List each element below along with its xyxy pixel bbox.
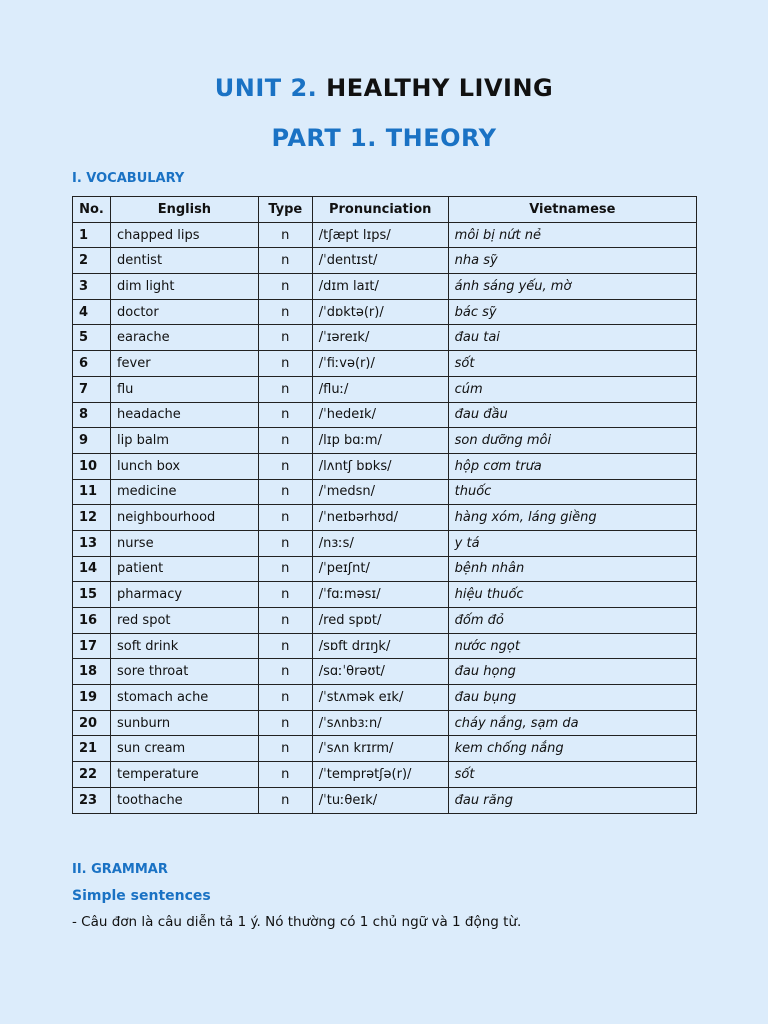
unit-name: HEALTHY LIVING xyxy=(326,74,554,102)
word-type: n xyxy=(258,633,312,659)
vietnamese-meaning: bác sỹ xyxy=(448,299,696,325)
row-number: 20 xyxy=(73,710,111,736)
vietnamese-meaning: sốt xyxy=(448,351,696,377)
english-word: fever xyxy=(110,351,258,377)
part-title: PART 1. THEORY xyxy=(271,124,497,152)
vietnamese-meaning: đau họng xyxy=(448,659,696,685)
vietnamese-meaning: hàng xóm, láng giềng xyxy=(448,505,696,531)
vietnamese-meaning: cháy nắng, sạm da xyxy=(448,710,696,736)
word-type: n xyxy=(258,402,312,428)
table-row xyxy=(73,556,697,582)
table-row xyxy=(73,736,697,762)
grammar-text: - Câu đơn là câu diễn tả 1 ý. Nó thường có 1 chủ ngữ và 1 động từ. xyxy=(72,914,522,930)
word-type: n xyxy=(258,248,312,274)
english-word: flu xyxy=(110,376,258,402)
row-number: 19 xyxy=(73,685,111,711)
unit-prefix: UNIT 2. xyxy=(214,74,318,102)
row-number: 9 xyxy=(73,428,111,454)
word-type: n xyxy=(258,685,312,711)
english-word: headache xyxy=(110,402,258,428)
table-row xyxy=(73,505,697,531)
pronunciation: /ˈfiːvə(r)/ xyxy=(312,351,448,377)
row-number: 7 xyxy=(73,376,111,402)
pronunciation: /lɪp bɑːm/ xyxy=(312,428,448,454)
english-word: stomach ache xyxy=(110,685,258,711)
word-type: n xyxy=(258,376,312,402)
table-row xyxy=(73,325,697,351)
table-row xyxy=(73,608,697,634)
vietnamese-meaning: son dưỡng môi xyxy=(448,428,696,454)
table-row xyxy=(73,787,697,813)
vietnamese-meaning: đốm đỏ xyxy=(448,608,696,634)
vietnamese-meaning: môi bị nứt nẻ xyxy=(448,222,696,248)
english-word: doctor xyxy=(110,299,258,325)
word-type: n xyxy=(258,453,312,479)
table-row xyxy=(73,248,697,274)
row-number: 21 xyxy=(73,736,111,762)
word-type: n xyxy=(258,222,312,248)
row-number: 14 xyxy=(73,556,111,582)
pronunciation: /ˈneɪbərhʊd/ xyxy=(312,505,448,531)
word-type: n xyxy=(258,736,312,762)
table-row xyxy=(73,762,697,788)
row-number: 13 xyxy=(73,530,111,556)
pronunciation: /ˈtuːθeɪk/ xyxy=(312,787,448,813)
table-row xyxy=(73,479,697,505)
table-row xyxy=(73,659,697,685)
vietnamese-meaning: hiệu thuốc xyxy=(448,582,696,608)
table-row xyxy=(73,428,697,454)
table-row xyxy=(73,710,697,736)
english-word: patient xyxy=(110,556,258,582)
word-type: n xyxy=(258,762,312,788)
vietnamese-meaning: y tá xyxy=(448,530,696,556)
vietnamese-meaning: nước ngọt xyxy=(448,633,696,659)
pronunciation: /ˈdɒktə(r)/ xyxy=(312,299,448,325)
pronunciation: /lʌntʃ bɒks/ xyxy=(312,453,448,479)
english-word: sore throat xyxy=(110,659,258,685)
pronunciation: /fluː/ xyxy=(312,376,448,402)
table-row xyxy=(73,376,697,402)
vietnamese-meaning: đau bụng xyxy=(448,685,696,711)
english-word: nurse xyxy=(110,530,258,556)
vietnamese-meaning: nha sỹ xyxy=(448,248,696,274)
vietnamese-meaning: cúm xyxy=(448,376,696,402)
row-number: 22 xyxy=(73,762,111,788)
word-type: n xyxy=(258,582,312,608)
pronunciation: /sɑːˈθrəʊt/ xyxy=(312,659,448,685)
word-type: n xyxy=(258,299,312,325)
pronunciation: /red spɒt/ xyxy=(312,608,448,634)
english-word: neighbourhood xyxy=(110,505,258,531)
table-row xyxy=(73,530,697,556)
vietnamese-meaning: thuốc xyxy=(448,479,696,505)
word-type: n xyxy=(258,787,312,813)
row-number: 18 xyxy=(73,659,111,685)
pronunciation: /nɜːs/ xyxy=(312,530,448,556)
word-type: n xyxy=(258,479,312,505)
pronunciation: /ˈsʌnbɜːn/ xyxy=(312,710,448,736)
row-number: 15 xyxy=(73,582,111,608)
grammar-subheading: Simple sentences xyxy=(72,888,211,904)
row-number: 11 xyxy=(73,479,111,505)
row-number: 6 xyxy=(73,351,111,377)
english-word: lunch box xyxy=(110,453,258,479)
pronunciation: /ˈdentɪst/ xyxy=(312,248,448,274)
vietnamese-meaning: đau tai xyxy=(448,325,696,351)
table-row xyxy=(73,274,697,300)
english-word: dim light xyxy=(110,274,258,300)
row-number: 2 xyxy=(73,248,111,274)
row-number: 1 xyxy=(73,222,111,248)
vietnamese-meaning: hộp cơm trưa xyxy=(448,453,696,479)
column-header: Vietnamese xyxy=(448,197,696,223)
word-type: n xyxy=(258,428,312,454)
word-type: n xyxy=(258,505,312,531)
english-word: medicine xyxy=(110,479,258,505)
table-row xyxy=(73,402,697,428)
table-row xyxy=(73,685,697,711)
english-word: chapped lips xyxy=(110,222,258,248)
pronunciation: /dɪm laɪt/ xyxy=(312,274,448,300)
pronunciation: /ˈsʌn krɪrm/ xyxy=(312,736,448,762)
word-type: n xyxy=(258,556,312,582)
pronunciation: /ˈstʌmək eɪk/ xyxy=(312,685,448,711)
english-word: pharmacy xyxy=(110,582,258,608)
word-type: n xyxy=(258,351,312,377)
row-number: 4 xyxy=(73,299,111,325)
vietnamese-meaning: đau đầu xyxy=(448,402,696,428)
english-word: soft drink xyxy=(110,633,258,659)
row-number: 10 xyxy=(73,453,111,479)
word-type: n xyxy=(258,608,312,634)
pronunciation: /ˈfɑːməsɪ/ xyxy=(312,582,448,608)
english-word: sun cream xyxy=(110,736,258,762)
column-header: Pronunciation xyxy=(312,197,448,223)
word-type: n xyxy=(258,710,312,736)
pronunciation: /ˈmedsn/ xyxy=(312,479,448,505)
table-header-row xyxy=(73,197,697,223)
row-number: 23 xyxy=(73,787,111,813)
vietnamese-meaning: đau răng xyxy=(448,787,696,813)
word-type: n xyxy=(258,659,312,685)
table-row xyxy=(73,299,697,325)
english-word: lip balm xyxy=(110,428,258,454)
english-word: temperature xyxy=(110,762,258,788)
row-number: 12 xyxy=(73,505,111,531)
english-word: toothache xyxy=(110,787,258,813)
row-number: 8 xyxy=(73,402,111,428)
row-number: 5 xyxy=(73,325,111,351)
english-word: earache xyxy=(110,325,258,351)
unit-title xyxy=(0,74,768,102)
english-word: red spot xyxy=(110,608,258,634)
vietnamese-meaning: ánh sáng yếu, mờ xyxy=(448,274,696,300)
grammar-heading: II. GRAMMAR xyxy=(72,862,168,877)
english-word: sunburn xyxy=(110,710,258,736)
table-row xyxy=(73,633,697,659)
vietnamese-meaning: sốt xyxy=(448,762,696,788)
vietnamese-meaning: bệnh nhân xyxy=(448,556,696,582)
pronunciation: /ˈɪəreɪk/ xyxy=(312,325,448,351)
table-row xyxy=(73,222,697,248)
pronunciation: /ˈtemprətʃə(r)/ xyxy=(312,762,448,788)
pronunciation: /tʃæpt lɪps/ xyxy=(312,222,448,248)
vietnamese-meaning: kem chống nắng xyxy=(448,736,696,762)
row-number: 3 xyxy=(73,274,111,300)
vocabulary-table xyxy=(72,196,697,814)
column-header: English xyxy=(110,197,258,223)
pronunciation: /ˈpeɪʃnt/ xyxy=(312,556,448,582)
english-word: dentist xyxy=(110,248,258,274)
table-row xyxy=(73,582,697,608)
word-type: n xyxy=(258,530,312,556)
pronunciation: /sɒft drɪŋk/ xyxy=(312,633,448,659)
word-type: n xyxy=(258,325,312,351)
table-body xyxy=(73,222,697,813)
column-header: Type xyxy=(258,197,312,223)
row-number: 17 xyxy=(73,633,111,659)
row-number: 16 xyxy=(73,608,111,634)
table-row xyxy=(73,351,697,377)
word-type: n xyxy=(258,274,312,300)
vocabulary-heading: I. VOCABULARY xyxy=(72,171,185,186)
table-row xyxy=(73,453,697,479)
column-header: No. xyxy=(73,197,111,223)
pronunciation: /ˈhedeɪk/ xyxy=(312,402,448,428)
